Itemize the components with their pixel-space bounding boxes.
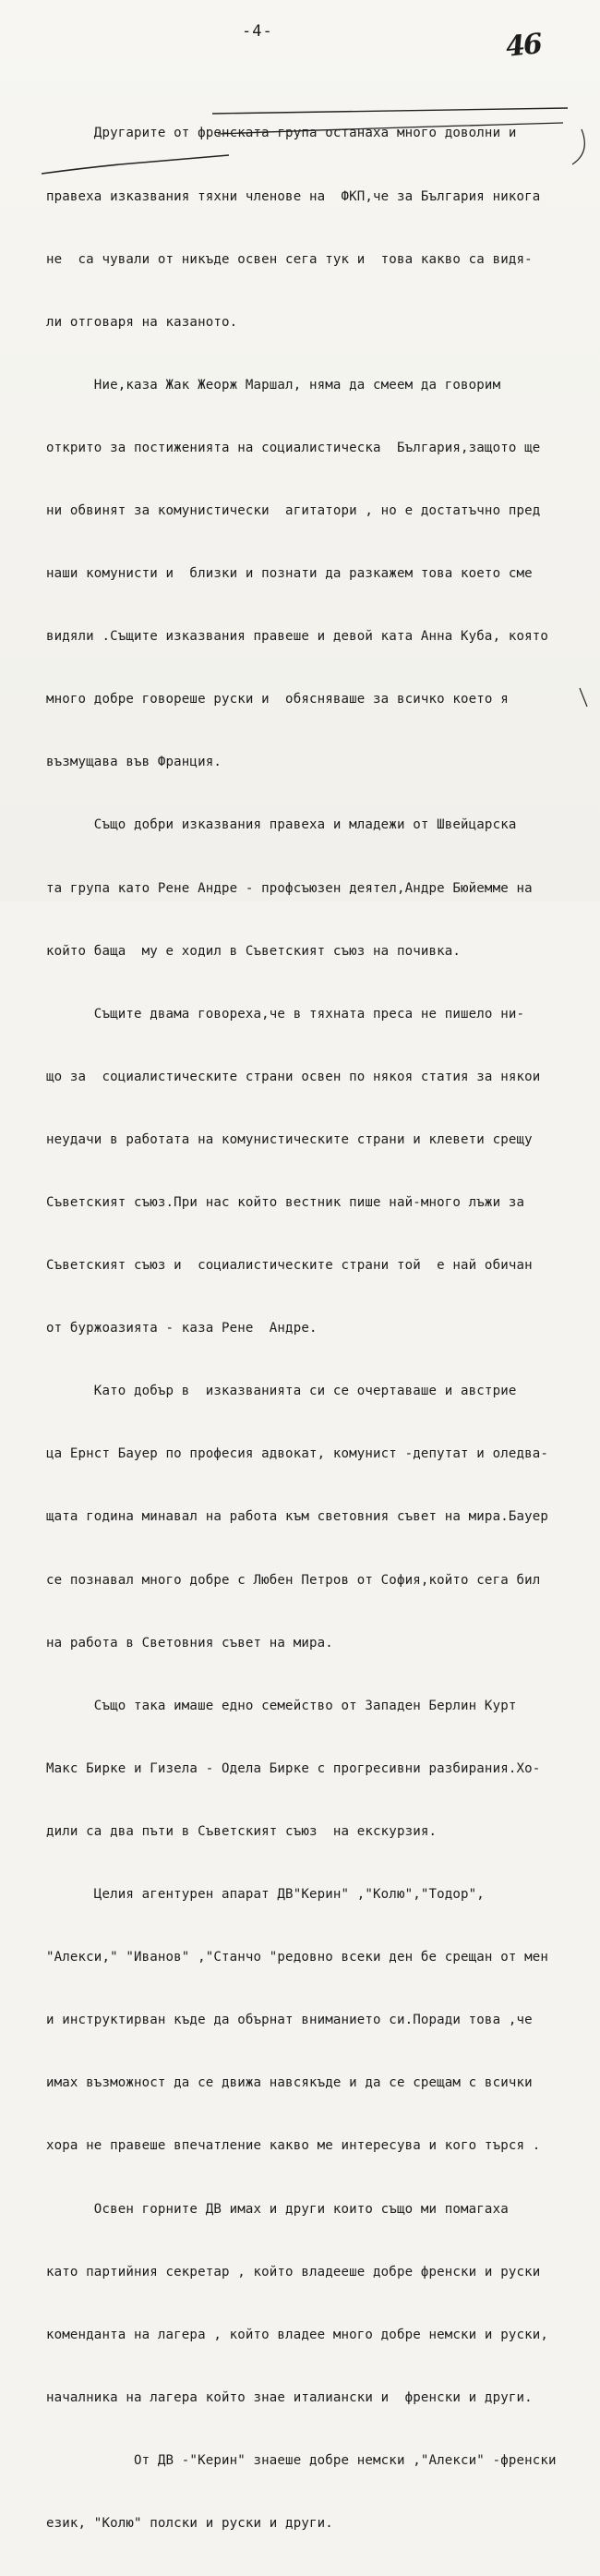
text-line: Съветският съюз и социалистическите страни той е най обичан: [46, 1258, 533, 1274]
text-line: който баща му е ходил в Съветският съюз на почивка.: [46, 943, 462, 959]
text-line: от буржоазията - каза Рене Андре.: [46, 1321, 318, 1336]
text-line: имах възможност да се движа навсякъде и да се срещам с всички: [46, 2075, 533, 2091]
text-line: началника на лагера който знае италиански и френски и други.: [46, 2389, 533, 2405]
text-line: щата година минавал на работа към световния съвет на мира.Бауер: [46, 1509, 549, 1525]
page-number: -4-: [242, 22, 273, 41]
text-line: Като добър в изказванията си се очертаваше и австрие: [46, 1384, 517, 1399]
text-line: Същите двама говореха,че в тяхната преса не пишело ни-: [46, 1006, 525, 1022]
text-line: открито за постиженията на социалистическа България,защото ще: [46, 440, 541, 455]
text-line: като партийния секретар , който владееше добре френски и руски: [46, 2264, 541, 2280]
text-line: наши комунисти и близки и познати да разкажем това което сме: [46, 566, 533, 582]
text-line: ли отговаря на казаното.: [46, 314, 238, 330]
text-line: ца Ернст Бауер по професия адвокат, комунист -депутат и оледва-: [46, 1446, 549, 1462]
text-line: та група като Рене Андре - профсъюзен деятел,Андре Бюйемме на: [46, 880, 533, 896]
text-line: дили са два пъти в Съветският съюз на екскурзия.: [46, 1823, 438, 1839]
text-line: правеха изказвания тяхни членове на ФКП,че за България никога: [46, 188, 541, 204]
body-text: [46, 81, 591, 2576]
text-line: много добре говореше руски и обясняваше за всичко което я: [46, 692, 509, 707]
text-line: коменданта на лагера , който владее много добре немски и руски,: [46, 2327, 549, 2342]
archive-number-handwritten: 46: [504, 28, 543, 64]
text-line: От ДВ -"Керин" знаеше добре немски ,"Алекси" -френски: [46, 2452, 557, 2468]
text-line: се познавал много добре с Любен Петров от София,който сега бил: [46, 1572, 541, 1588]
text-line: не са чували от никъде освен сега тук и това какво са видя-: [46, 251, 533, 267]
text-line: Макс Бирке и Гизела - Оделa Бирке с прогресивни разбирания.Хо-: [46, 1760, 541, 1776]
text-line: ни обвинят за комунистически агитатори , но е достатъчно пред: [46, 502, 541, 518]
text-line: Другарите от френската група останаха много доволни и: [46, 126, 517, 141]
text-line: Също добри изказвания правеха и младежи от Швейцарска: [46, 817, 517, 833]
text-line: що за социалистическите страни освен по някоя статия за някои: [46, 1069, 541, 1084]
text-line: език, "Колю" полски и руски и други.: [46, 2515, 333, 2531]
text-line: и инструктирван къде да обърнат вниманието си.Поради това ,че: [46, 2013, 533, 2028]
text-line: видяли .Същите изказвания правеше и девой ката Анна Куба, която: [46, 629, 549, 645]
text-line: Също така имаше едно семейство от Западен Берлин Курт: [46, 1698, 517, 1713]
text-line: неудачи в работата на комунистическите страни и клевети срещу: [46, 1131, 533, 1147]
text-line: Целия агентурен апарат ДВ"Керин" ,"Колю","Тодор",: [46, 1887, 485, 1903]
text-line: възмущава във Франция.: [46, 755, 222, 770]
text-line: на работа в Световния съвет на мира.: [46, 1635, 333, 1651]
text-line: хора не правеше впечатление какво ме интересува и кого търся .: [46, 2138, 541, 2154]
text-line: "Алекси," "Иванов" ,"Станчо "редовно всеки ден бе срещан от мен: [46, 1950, 549, 1965]
text-line: Съветският съюз.При нас който вестник пише най-много лъжи за: [46, 1195, 525, 1210]
text-line: Ние,каза Жак Жеорж Маршал, няма да смеем да говорим: [46, 377, 501, 393]
text-line: Освен горните ДВ имах и други които също ми помагаха: [46, 2201, 509, 2217]
